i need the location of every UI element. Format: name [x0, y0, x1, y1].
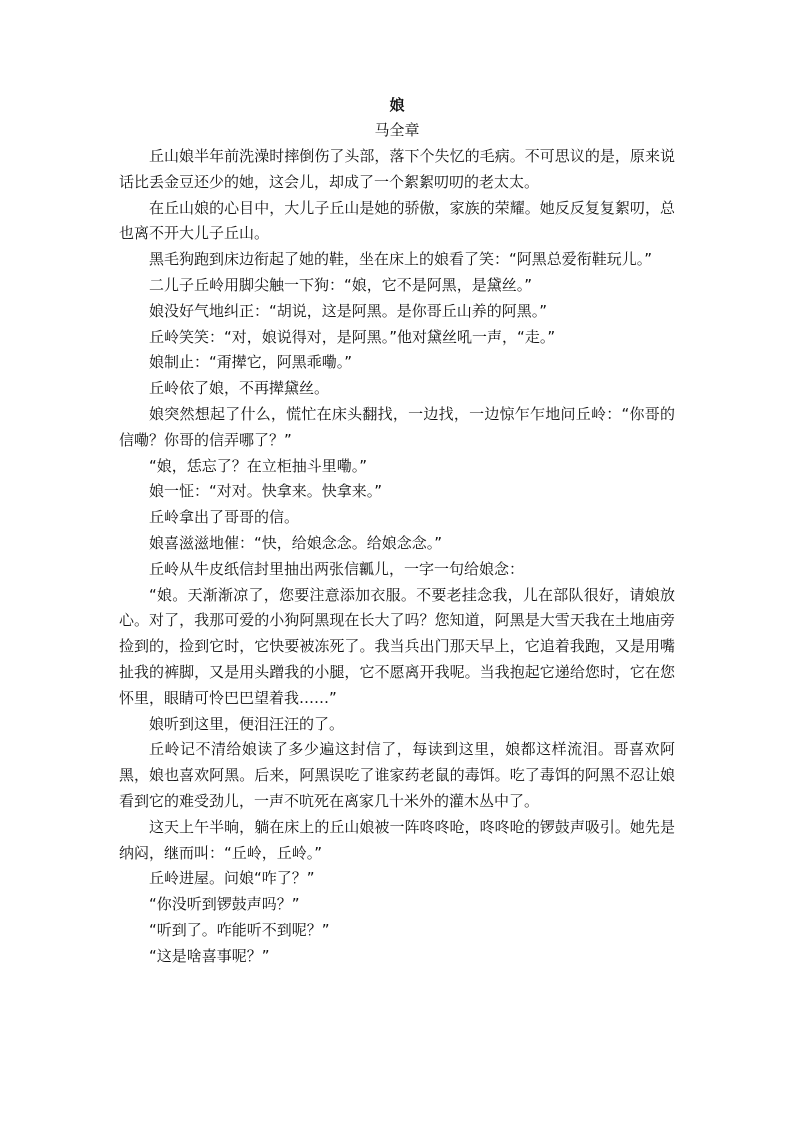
paragraph-14: 丘岭从牛皮纸信封里抽出两张信瓤儿，一字一句给娘念：: [149, 559, 525, 578]
paragraph-4: 二儿子丘岭用脚尖触一下狗：“娘，它不是阿黑，是黛丝。”: [149, 275, 533, 294]
paragraph-18: 这天上午半晌，躺在床上的丘山娘被一阵咚咚呛，咚咚呛的锣鼓声吸引。她先是纳闷，继而叫：“丘岭，丘岭。”: [119, 817, 675, 862]
story-author: 马全章: [374, 121, 420, 139]
paragraph-17: 丘岭记不清给娘读了多少遍这封信了，每读到这里，娘都这样流泪。哥喜欢阿黑，娘也喜欢阿黑。后来，阿黑误吃了谁家药老鼠的毒饵。吃了毒饵的阿黑不忍让娘看到它的难受劲儿，一声不吭死在离家几十米外的灌木丛中了。: [119, 740, 675, 810]
paragraph-9: 娘突然想起了什么，慌忙在床头翻找，一边找，一边惊乍乍地问丘岭：“你哥的信嘞？你哥的信弄哪了？”: [119, 404, 675, 449]
paragraph-2: 在丘山娘的心目中，大儿子丘山是她的骄傲，家族的荣耀。她反反复复絮叨，总也离不开大儿子丘山。: [119, 198, 675, 243]
paragraph-12: 丘岭拿出了哥哥的信。: [149, 508, 300, 527]
paragraph-21: “听到了。咋能听不到呢？”: [149, 920, 330, 939]
story-title: 娘: [389, 96, 405, 114]
paragraph-11: 娘一怔：“对对。快拿来。快拿来。”: [149, 482, 383, 501]
paragraph-5: 娘没好气地纠正：“胡说，这是阿黑。是你哥丘山养的阿黑。”: [149, 301, 548, 320]
document-page: [119, 94, 675, 970]
paragraph-19: 丘岭进屋。问娘“咋了？”: [149, 869, 315, 888]
paragraph-6: 丘岭笑笑：“对，娘说得对，是阿黑。”他对黛丝吼一声，“走。”: [149, 327, 556, 346]
paragraph-20: “你没听到锣鼓声吗？”: [149, 895, 300, 914]
paragraph-16: 娘听到这里，便泪汪汪的了。: [149, 714, 345, 733]
paragraph-7: 娘制止：“甭撵它，阿黑乖嘞。”: [149, 353, 353, 372]
paragraph-1: 丘山娘半年前洗澡时摔倒伤了头部，落下个失忆的毛病。不可思议的是，原来说话比丢金豆还少的她，这会儿，却成了一个絮絮叨叨的老太太。: [119, 147, 675, 191]
paragraph-22: “这是啥喜事呢？”: [149, 946, 270, 965]
paragraph-15: “娘。天渐渐凉了，您要注意添加衣服。不要老挂念我，儿在部队很好，请娘放心。对了，我那可爱的小狗阿黑现在长大了吗？您知道，阿黑是大雪天我在土地庙旁捡到的，捡到它时，它快要被冻死了。我当兵出门那天早上，它追着我跑，又是用嘴扯我的裤脚，又是用头蹭我的小腿，它不愿离开我呢。当我抱起它递给您时，它在您怀里，眼睛可怜巴巴望着我……”: [119, 585, 675, 707]
paragraph-3: 黑毛狗跑到床边衔起了她的鞋，坐在床上的娘看了笑：“阿黑总爱衔鞋玩儿。”: [149, 250, 653, 269]
paragraph-10: “娘，恁忘了？在立柜抽斗里嘞。”: [149, 456, 368, 475]
paragraph-13: 娘喜滋滋地催：“快，给娘念念。给娘念念。”: [149, 533, 443, 552]
paragraph-8: 丘岭依了娘，不再撵黛丝。: [149, 379, 330, 398]
